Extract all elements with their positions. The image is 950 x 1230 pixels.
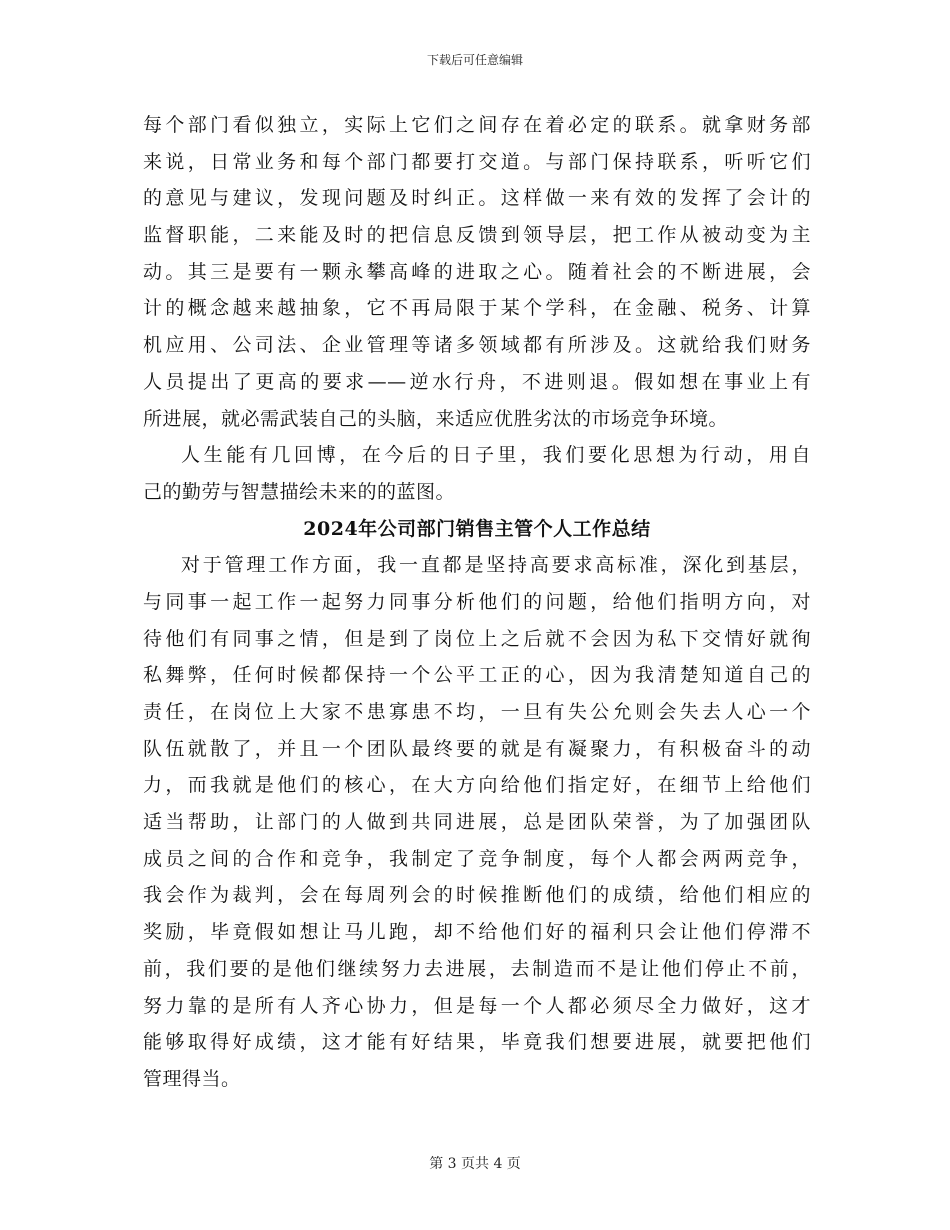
paragraph-line: 适当帮助，让部门的人做到共同进展，总是团队荣誉，为了加强团队 [143,811,811,834]
paragraph-line: 力，而我就是他们的核心，在大方向给他们指定好，在细节上给他们 [143,774,811,797]
paragraph-line: 所进展，就必需武装自己的头脑，来适应优胜劣汰的市场竞争环境。 [143,407,729,430]
page-footer: 第 3 页共 4 页 [429,1156,521,1172]
paragraph-line: 队伍就散了，并且一个团队最终要的就是有凝聚力，有积极奋斗的动 [143,737,811,760]
paragraph-line: 计的概念越来越抽象，它不再局限于某个学科，在金融、税务、计算 [143,297,811,320]
paragraph-line: 责任，在岗位上大家不患寡患不均，一旦有失公允则会失去人心一个 [143,701,811,723]
document-body [143,107,811,1098]
paragraph-line: 己的勤劳与智慧描绘未来的的蓝图。 [143,480,456,503]
paragraph-line: 我会作为裁判，会在每周列会的时候推断他们的成绩，给他们相应的 [143,884,811,907]
paragraph-line: 奖励，毕竟假如想让马儿跑，却不给他们好的福利只会让他们停滞不 [143,921,811,944]
paragraph-line: 前，我们要的是他们继续努力去进展，去制造而不是让他们停止不前， [143,957,811,980]
paragraph-line: 机应用、公司法、企业管理等诸多领域都有所涉及。这就给我们财务 [143,334,811,357]
paragraph-line: 与同事一起工作一起努力同事分析他们的问题，给他们指明方向，对 [143,590,811,613]
paragraph-line: 对于管理工作方面，我一直都是坚持高要求高标准，深化到基层， [181,554,811,577]
paragraph-line: 私舞弊，任何时候都保持一个公平工正的心，因为我清楚知道自己的 [143,664,811,687]
page-header: 下载后可任意编辑 [426,53,523,67]
paragraph-line: 管理得当。 [143,1067,241,1090]
paragraph-line: 人生能有几回博，在今后的日子里，我们要化思想为行动，用自 [181,444,811,467]
paragraph-line: 的意见与建议，发现问题及时纠正。这样做一来有效的发挥了会计的 [143,187,811,210]
paragraph-line: 待他们有同事之情，但是到了岗位上之后就不会因为私下交情好就徇 [143,627,811,650]
paragraph-line: 能够取得好成绩，这才能有好结果，毕竟我们想要进展，就要把他们 [143,1031,811,1054]
paragraph-line: 监督职能，二来能及时的把信息反馈到领导层，把工作从被动变为主 [143,224,811,247]
paragraph-line: 人员提出了更高的要求——逆水行舟，不进则退。假如想在事业上有 [143,370,811,393]
paragraph-line: 努力靠的是所有人齐心协力，但是每一个人都必须尽全力做好，这才 [143,994,811,1017]
paragraph-line: 来说，日常业务和每个部门都要打交道。与部门保持联系，听听它们 [143,150,811,173]
paragraph-line: 成员之间的合作和竞争，我制定了竞争制度，每个人都会两两竞争， [143,847,811,870]
paragraph-line: 每个部门看似独立，实际上它们之间存在着必定的联系。就拿财务部 [143,114,811,136]
paragraph-line: 动。其三是要有一颗永攀高峰的进取之心。随着社会的不断进展，会 [143,260,811,283]
section-title: 2024年公司部门销售主管个人工作总结 [303,517,651,540]
